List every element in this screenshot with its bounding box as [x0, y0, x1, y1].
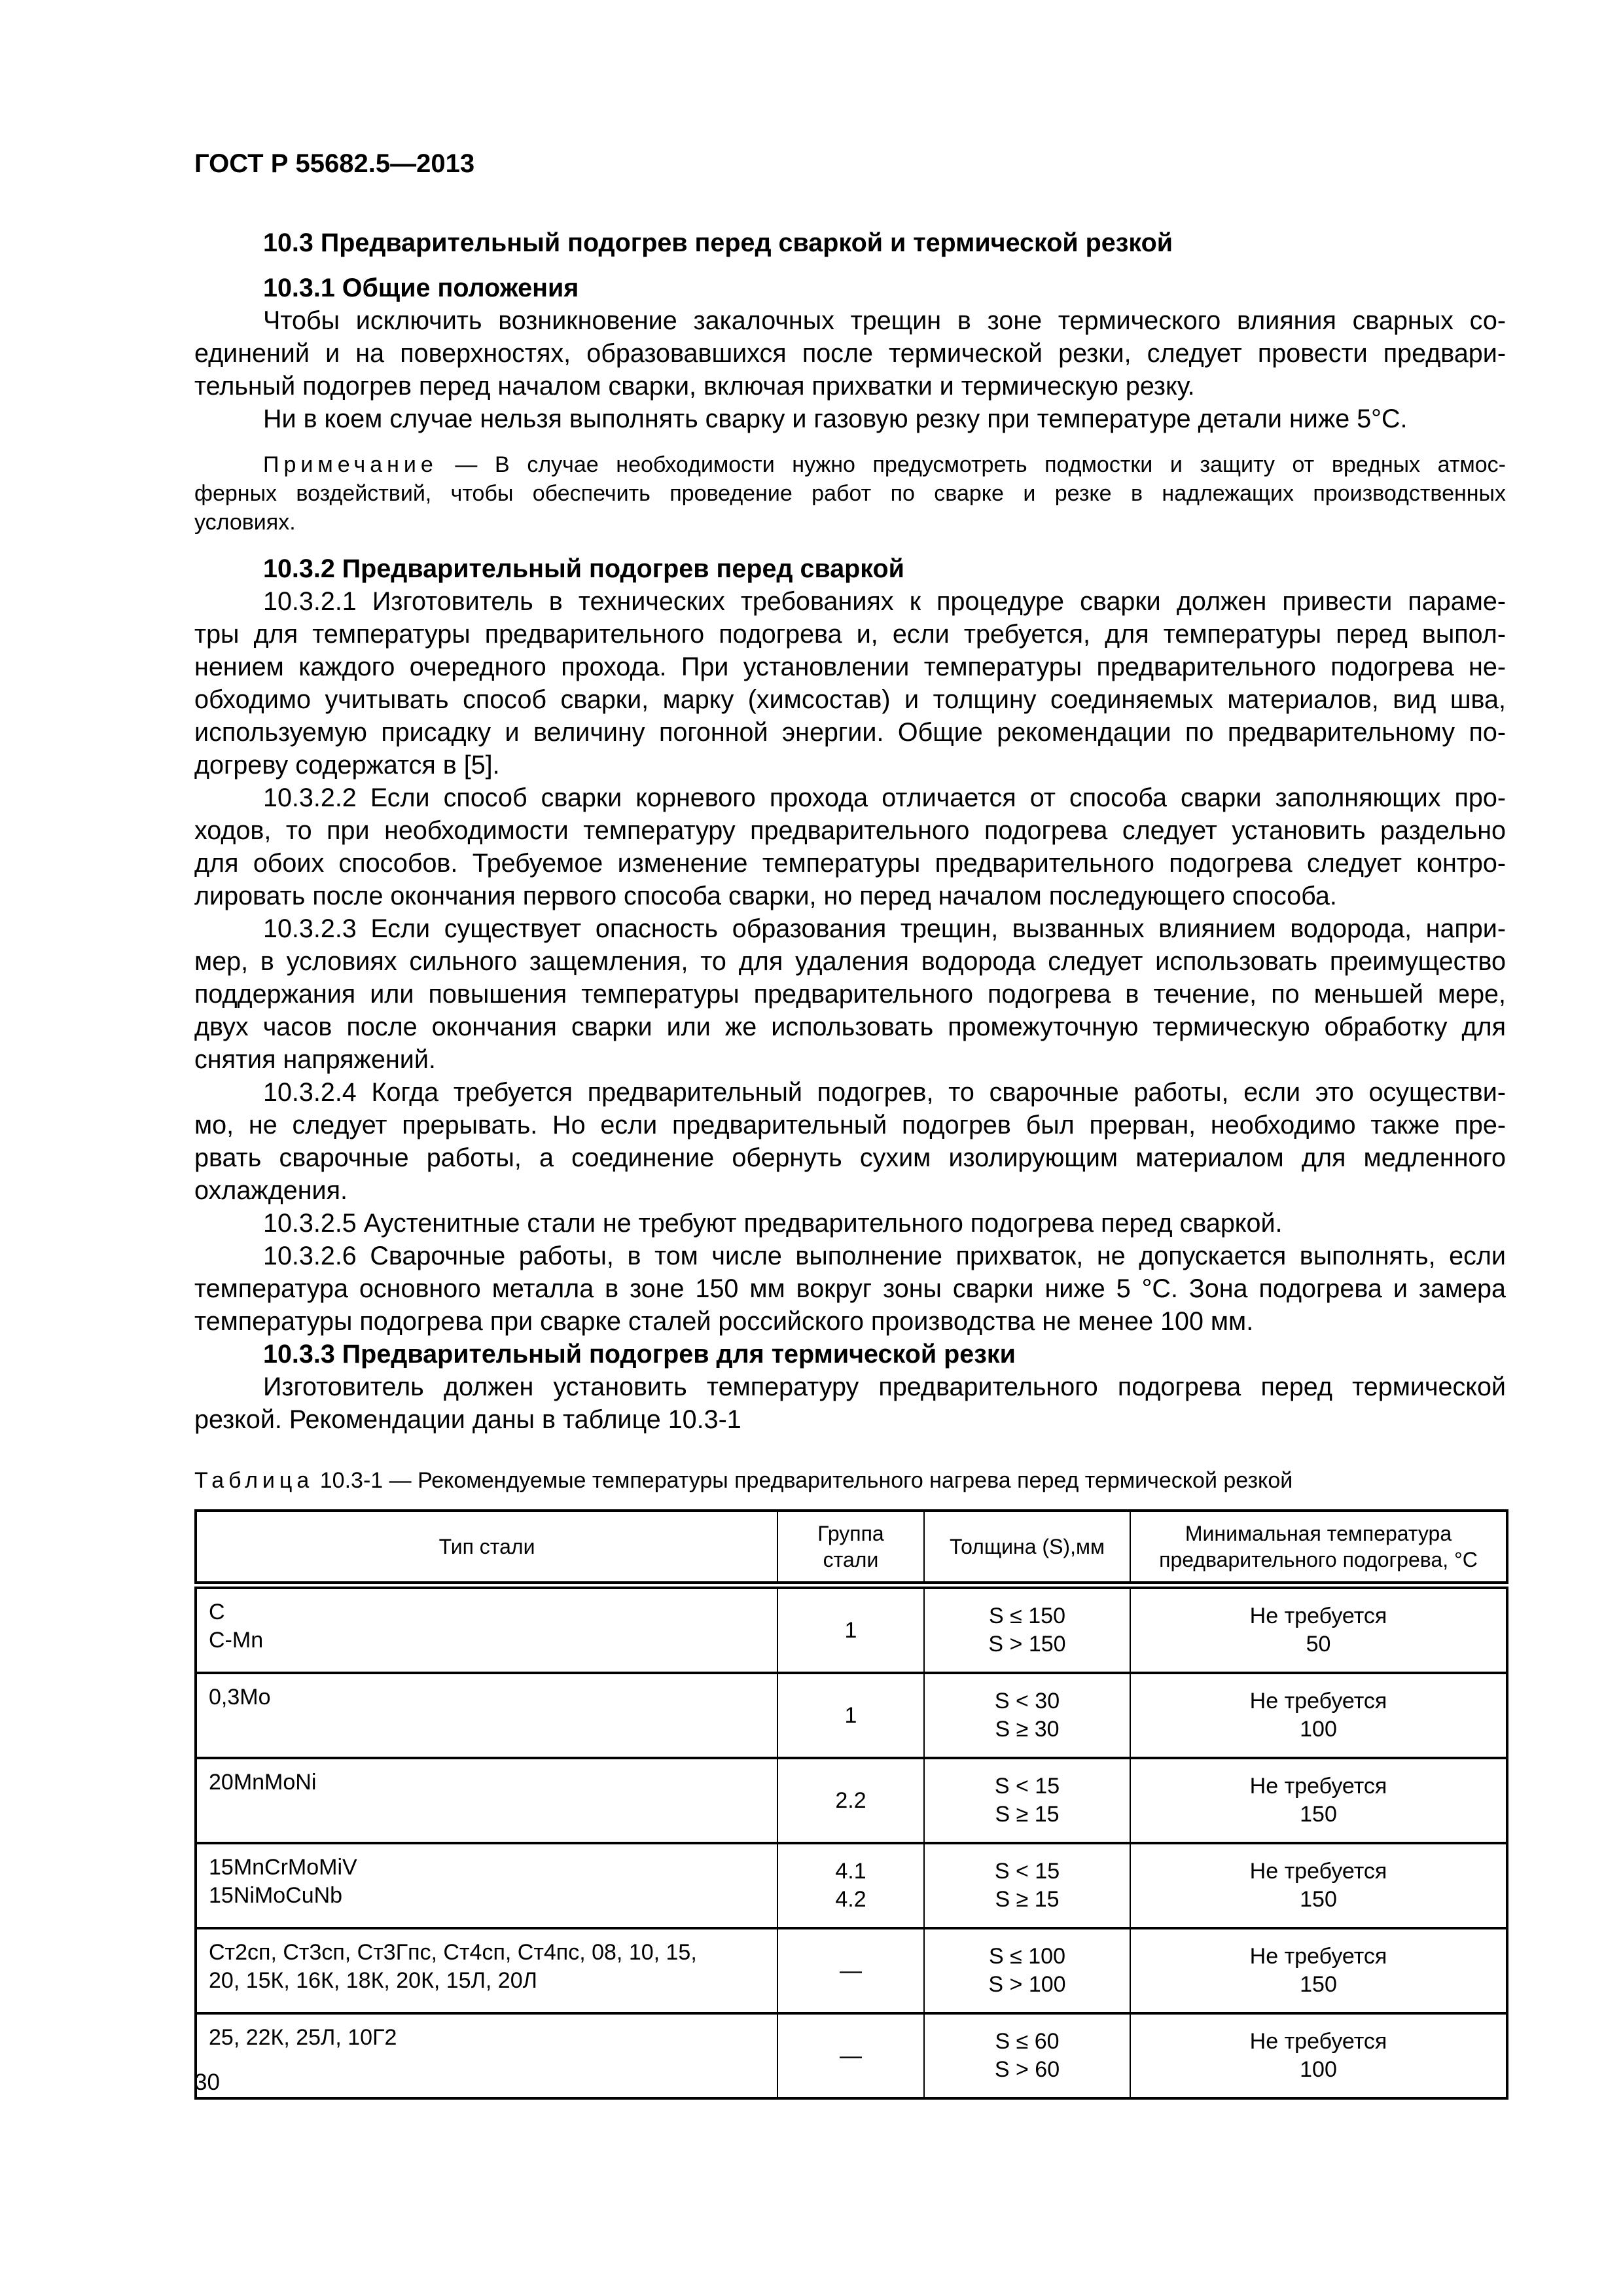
- min-temp-cell: Не требуется 50: [1130, 1585, 1507, 1673]
- note-line-3: условиях.: [194, 510, 296, 535]
- paragraph-line: используемую присадку и величину погонной энергии. Общие рекомендации по предварительному по-: [194, 718, 1506, 747]
- table-row: [196, 1758, 1507, 1843]
- steel-type-cell: Ст2сп, Ст3сп, Ст3Гпс, Ст4сп, Ст4пс, 08, 10, 15, 20, 15К, 16К, 18К, 20К, 15Л, 20Л: [196, 1928, 777, 2013]
- paragraph-line: температура основного металла в зоне 150 мм вокруг зоны сварки ниже 5 °С. Зона подогрева и замера: [194, 1274, 1506, 1303]
- thickness-cell: S ≤ 100 S > 100: [924, 1928, 1130, 2013]
- header-steel-type: Тип стали: [196, 1511, 777, 1585]
- paragraph-line: обходимо учитывать способ сварки, марку (химсостав) и толщину соединяемых материалов, вид шва,: [194, 685, 1506, 714]
- steel-group-cell: 4.1 4.2: [777, 1843, 924, 1928]
- paragraph-line: резкой. Рекомендации даны в таблице 10.3-1: [194, 1405, 741, 1434]
- steel-type-cell: 15MnCrMoMiV 15NiMoCuNb: [196, 1843, 777, 1928]
- steel-type-cell: 20MnMoNi: [196, 1758, 777, 1843]
- page-number: 30: [194, 2070, 220, 2095]
- min-temp-cell: Не требуется 150: [1130, 1843, 1507, 1928]
- paragraph-line: рвать сварочные работы, а соединение обернуть сухим изолирующим материалом для медленного: [194, 1143, 1506, 1172]
- paragraph-line: охлаждения.: [194, 1176, 348, 1205]
- subsection-heading: 10.3.3 Предварительный подогрев для термической резки: [263, 1340, 1016, 1369]
- paragraph-line: Изготовитель должен установить температуру предварительного подогрева перед термической: [263, 1372, 1506, 1401]
- min-temp-cell: Не требуется 100: [1130, 1673, 1507, 1758]
- table-row: [196, 1928, 1507, 2013]
- note-line-2: ферных воздействий, чтобы обеспечить проведение работ по сварке и резке в надлежащих производственных: [194, 481, 1506, 506]
- thickness-cell: S ≤ 150 S > 150: [924, 1585, 1130, 1673]
- paragraph-line: 10.3.2.4 Когда требуется предварительный подогрев, то сварочные работы, если это осуществи-: [263, 1078, 1506, 1107]
- steel-type-cell: 0,3Mo: [196, 1673, 777, 1758]
- thickness-cell: S ≤ 60 S > 60: [924, 2013, 1130, 2098]
- paragraph-line: догреву содержатся в [5].: [194, 751, 500, 780]
- note-text: — В случае необходимости нужно предусмотреть подмостки и защиту от вредных атмос-: [455, 452, 1507, 477]
- section-heading-text: 10.3 Предварительный подогрев перед сваркой и термической резкой: [263, 228, 1173, 257]
- preheating-block: [194, 552, 1506, 1436]
- general-provisions-block: [194, 272, 1506, 435]
- header-thickness: Толщина (S),мм: [924, 1511, 1130, 1585]
- table-row: [196, 1585, 1507, 1673]
- paragraph-line: 10.3.2.2 Если способ сварки корневого прохода отличается от способа сварки заполняющих про-: [263, 783, 1506, 812]
- table-header-row: [196, 1511, 1507, 1585]
- note-line-1: [194, 450, 1506, 479]
- paragraph-line: для обоих способов. Требуемое изменение температуры предварительного подогрева следует контро-: [194, 849, 1506, 878]
- thickness-cell: S < 30 S ≥ 30: [924, 1673, 1130, 1758]
- paragraph-line: 10.3.2.5 Аустенитные стали не требуют предварительного подогрева перед сваркой.: [263, 1209, 1283, 1238]
- steel-type-cell: 25, 22К, 25Л, 10Г2: [196, 2013, 777, 2098]
- paragraph-line: мер, в условиях сильного защемления, то для удаления водорода следует использовать преимущество: [194, 947, 1506, 976]
- header-steel-group: Группа стали: [777, 1511, 924, 1585]
- thickness-cell: S < 15 S ≥ 15: [924, 1758, 1130, 1843]
- steel-group-cell: —: [777, 1928, 924, 2013]
- min-temp-cell: Не требуется 150: [1130, 1928, 1507, 2013]
- paragraph-line: двух часов после окончания сварки или же использовать промежуточную термическую обработку для: [194, 1013, 1506, 1041]
- steel-type-cell: C C-Mn: [196, 1585, 777, 1673]
- paragraph-line: Чтобы исключить возникновение закалочных трещин в зоне термического влияния сварных со-: [263, 306, 1506, 335]
- table-row: [196, 1843, 1507, 1928]
- paragraph-line: 10.3.2.6 Сварочные работы, в том числе выполнение прихваток, не допускается выполнять, если: [263, 1242, 1506, 1270]
- steel-group-cell: 1: [777, 1585, 924, 1673]
- steel-group-cell: 2.2: [777, 1758, 924, 1843]
- subsection-heading: 10.3.2 Предварительный подогрев перед сваркой: [263, 554, 904, 583]
- paragraph-line: температуры подогрева при сварке сталей российского производства не менее 100 мм.: [194, 1307, 1254, 1336]
- paragraph-line: тельный подогрев перед началом сварки, включая прихватки и термическую резку.: [194, 372, 1195, 401]
- paragraph-line: снятия напряжений.: [194, 1045, 436, 1074]
- document-id: ГОСТ Р 55682.5—2013: [194, 149, 475, 178]
- subsection-heading: 10.3.1 Общие положения: [263, 274, 579, 302]
- thickness-cell: S < 15 S ≥ 15: [924, 1843, 1130, 1928]
- paragraph-line: ходов, то при необходимости температуру предварительного подогрева следует установить раздельно: [194, 816, 1506, 845]
- paragraph-line: лировать после окончания первого способа сварки, но перед началом последующего способа.: [194, 882, 1337, 910]
- paragraph-line: поддержания или повышения температуры предварительного подогрева в течение, по меньшей мере,: [194, 980, 1506, 1009]
- header-min-temp: Минимальная температура предварительного подогрева, °С: [1130, 1511, 1507, 1585]
- table-caption-text: 10.3-1 — Рекомендуемые температуры предварительного нагрева перед термической резкой: [319, 1468, 1293, 1493]
- table-caption: [194, 1466, 1506, 1495]
- paragraph-line: нением каждого очередного прохода. При установлении температуры предварительного подогрева не-: [194, 653, 1506, 681]
- note: [194, 450, 1506, 537]
- steel-group-cell: 1: [777, 1673, 924, 1758]
- table-caption-label: Таблица: [194, 1468, 314, 1493]
- paragraph-line: тры для температуры предварительного подогрева и, если требуется, для температуры перед выпол-: [194, 620, 1506, 649]
- paragraph-line: единений и на поверхностях, образовавшихся после термической резки, следует провести предвари-: [194, 339, 1506, 368]
- paragraph-line: 10.3.2.3 Если существует опасность образования трещин, вызванных влиянием водорода, напри-: [263, 914, 1506, 943]
- steel-group-cell: —: [777, 2013, 924, 2098]
- min-temp-cell: Не требуется 100: [1130, 2013, 1507, 2098]
- min-temp-cell: Не требуется 150: [1130, 1758, 1507, 1843]
- section-heading: [194, 226, 1506, 259]
- paragraph-line: Ни в коем случае нельзя выполнять сварку и газовую резку при температуре детали ниже 5°С.: [263, 404, 1408, 433]
- paragraph-line: мо, не следует прерывать. Но если предварительный подогрев был прерван, необходимо также пре-: [194, 1111, 1506, 1139]
- table-row: [196, 1673, 1507, 1758]
- paragraph-line: 10.3.2.1 Изготовитель в технических требованиях к процедуре сварки должен привести параме-: [263, 587, 1506, 616]
- note-label: Примечание: [263, 452, 438, 477]
- preheat-table: [194, 1509, 1508, 2100]
